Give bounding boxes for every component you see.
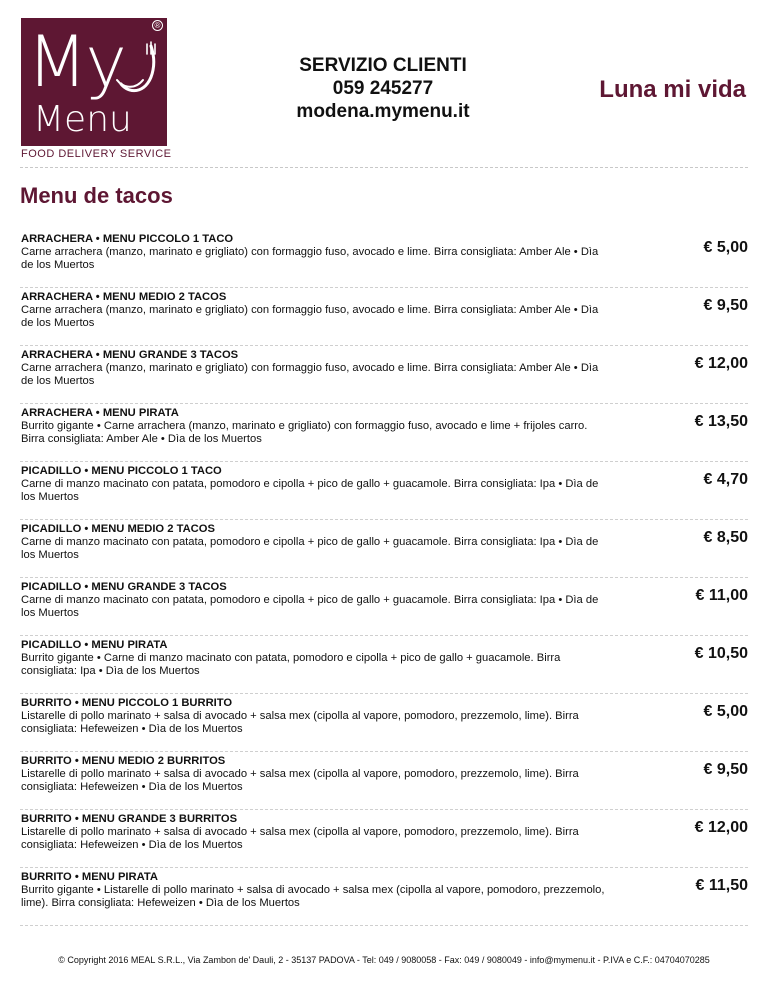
menu-items [0, 230, 768, 926]
menu-item [0, 462, 768, 520]
menu-item [0, 810, 768, 868]
item-description: Carne arrachera (manzo, marinato e grigliato) con formaggio fuso, avocado e lime. Birra consigliata: Amber Ale • Dìa de los Muertos [21, 362, 599, 387]
item-description: Listarelle di pollo marinato + salsa di avocado + salsa mex (cipolla al vapore, pomodoro, prezzemolo, lime). Birra consigliata: Hefeweizen • Dìa de los Muertos [21, 826, 579, 851]
logo-box [21, 18, 167, 146]
logo-brand-bottom: Menu [33, 99, 132, 140]
item-name: BURRITO • MENU GRANDE 3 BURRITOS [21, 813, 238, 825]
registered-mark: ® [152, 20, 163, 31]
item-name: PICADILLO • MENU PICCOLO 1 TACO [21, 465, 222, 477]
item-description: Burrito gigante • Carne arrachera (manzo, marinato e grigliato) con formaggio fuso, avocado e lime + frijoles carro. Birra consigliata: Amber Ale • Dìa de los Muertos [21, 420, 588, 445]
item-price: € 8,50 [703, 529, 748, 546]
item-name: ARRACHERA • MENU PICCOLO 1 TACO [21, 233, 234, 245]
item-price: € 12,00 [694, 819, 748, 836]
menu-item [0, 868, 768, 926]
menu-item [0, 578, 768, 636]
menu-item [0, 752, 768, 810]
item-text [21, 465, 611, 504]
item-price: € 9,50 [703, 297, 748, 314]
item-name: BURRITO • MENU PICCOLO 1 BURRITO [21, 697, 233, 709]
item-description: Burrito gigante • Listarelle di pollo marinato + salsa di avocado + salsa mex (cipolla al vapore, pomodoro, prezzemolo, lime). Birra consigliata: Hefeweizen • Dìa de los Muertos [21, 884, 605, 909]
menu-item [0, 636, 768, 694]
fork-icon [113, 40, 163, 100]
menu-item [0, 288, 768, 346]
item-name: ARRACHERA • MENU MEDIO 2 TACOS [21, 291, 227, 303]
item-price: € 5,00 [703, 703, 748, 720]
section-title: Menu de tacos [20, 183, 173, 208]
service-title: SERVIZIO CLIENTI [299, 55, 467, 76]
mymenu-logo[interactable] [21, 18, 172, 178]
item-price: € 4,70 [703, 471, 748, 488]
item-description: Burrito gigante • Carne di manzo macinato con patata, pomodoro e cipolla + pico de gallo + guacamole. Birra consigliata: Ipa • Dìa de los Muertos [21, 652, 561, 677]
item-price: € 5,00 [703, 239, 748, 256]
item-text [21, 639, 611, 678]
item-text [21, 697, 611, 736]
item-description: Carne di manzo macinato con patata, pomodoro e cipolla + pico de gallo + guacamole. Birra consigliata: Ipa • Dìa de los Muertos [21, 594, 599, 619]
item-text [21, 523, 611, 562]
item-price: € 13,50 [694, 413, 748, 430]
menu-item [0, 520, 768, 578]
header-divider [20, 167, 748, 168]
item-description: Carne di manzo macinato con patata, pomodoro e cipolla + pico de gallo + guacamole. Birra consigliata: Ipa • Dìa de los Muertos [21, 536, 599, 561]
item-text [21, 407, 611, 446]
item-divider [20, 925, 748, 926]
restaurant-name: Luna mi vida [599, 76, 746, 103]
logo-tagline: FOOD DELIVERY SERVICE [21, 148, 172, 160]
customer-service [268, 54, 498, 123]
item-name: BURRITO • MENU MEDIO 2 BURRITOS [21, 755, 226, 767]
menu-item [0, 346, 768, 404]
item-description: Carne arrachera (manzo, marinato e grigliato) con formaggio fuso, avocado e lime. Birra consigliata: Amber Ale • Dìa de los Muertos [21, 246, 599, 271]
item-description: Listarelle di pollo marinato + salsa di avocado + salsa mex (cipolla al vapore, pomodoro, prezzemolo, lime). Birra consigliata: Hefeweizen • Dìa de los Muertos [21, 768, 579, 793]
item-name: BURRITO • MENU PIRATA [21, 871, 158, 883]
item-text [21, 755, 611, 794]
page-header [0, 0, 768, 170]
item-text [21, 813, 611, 852]
service-website[interactable]: modena.mymenu.it [296, 101, 470, 122]
item-name: PICADILLO • MENU GRANDE 3 TACOS [21, 581, 227, 593]
item-price: € 11,50 [695, 877, 748, 894]
logo-brand-top: My [27, 21, 125, 103]
item-description: Carne di manzo macinato con patata, pomodoro e cipolla + pico de gallo + guacamole. Birra consigliata: Ipa • Dìa de los Muertos [21, 478, 599, 503]
item-price: € 9,50 [703, 761, 748, 778]
item-price: € 11,00 [695, 587, 748, 604]
menu-item [0, 230, 768, 288]
menu-item [0, 404, 768, 462]
footer-copyright: © Copyright 2016 MEAL S.R.L., Via Zambon de' Dauli, 2 - 35137 PADOVA - Tel: 049 / 9080058 - Fax: 049 / 9080049 - info@mymenu.it - P.IVA e C.F.: 04704070285 [58, 955, 710, 965]
item-text [21, 871, 611, 910]
item-name: PICADILLO • MENU MEDIO 2 TACOS [21, 523, 215, 535]
service-phone[interactable]: 059 245277 [332, 78, 434, 99]
menu-item [0, 694, 768, 752]
item-text [21, 581, 611, 620]
item-text [21, 349, 611, 388]
item-description: Listarelle di pollo marinato + salsa di avocado + salsa mex (cipolla al vapore, pomodoro, prezzemolo, lime). Birra consigliata: Hefeweizen • Dìa de los Muertos [21, 710, 579, 735]
item-text [21, 291, 611, 330]
item-price: € 12,00 [694, 355, 748, 372]
item-description: Carne arrachera (manzo, marinato e grigliato) con formaggio fuso, avocado e lime. Birra consigliata: Amber Ale • Dìa de los Muertos [21, 304, 599, 329]
item-text [21, 233, 611, 272]
item-name: PICADILLO • MENU PIRATA [21, 639, 168, 651]
item-name: ARRACHERA • MENU PIRATA [21, 407, 179, 419]
item-price: € 10,50 [694, 645, 748, 662]
item-name: ARRACHERA • MENU GRANDE 3 TACOS [21, 349, 239, 361]
